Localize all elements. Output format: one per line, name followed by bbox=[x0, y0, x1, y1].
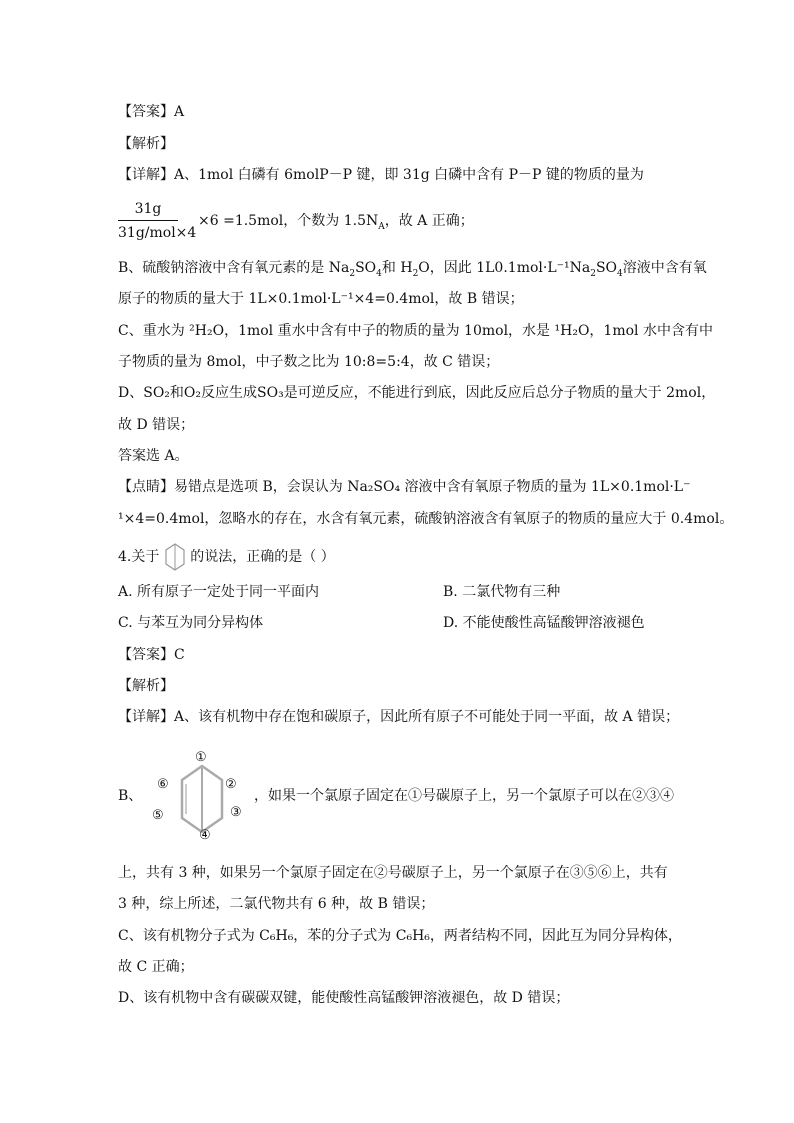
question-4-text: 的说法，正确的是（ ） bbox=[190, 549, 335, 565]
key-point-line-1 bbox=[118, 477, 691, 497]
analysis-heading-1: 【解析】 bbox=[118, 136, 174, 152]
label-5: ⑤ bbox=[152, 808, 164, 823]
detail-2-line-6: D、该有机物中含有碳碳双键，能使酸性高锰酸钾溶液褪色，故 D 错误； bbox=[118, 990, 570, 1006]
l5f: 溶液中含有氧 bbox=[622, 260, 707, 276]
detail-2-line-5: 故 C 正确； bbox=[118, 959, 194, 975]
sub-2c: 2 bbox=[590, 268, 596, 279]
key-point-text: 易错点是选项 B，会误认为 Na₂SO₄ 溶液中含有氧原子物质的量为 1L×0.1mol·L⁻ bbox=[174, 479, 691, 495]
detail-line-2 bbox=[198, 211, 474, 237]
option-a: A. 所有原子一定处于同一平面内 bbox=[118, 584, 320, 600]
detail-line-4: 原子的物质的量大于 1L×0.1mol·L⁻¹×4=0.4mol，故 B 错误； bbox=[118, 291, 524, 307]
detail-2-line-1: 【详解】A、该有机物中存在饱和碳原子，因此所有原子不可能处于同一平面，故 A 错误； bbox=[118, 709, 680, 725]
detail-line-7: D、SO₂和O₂反应生成SO₃是可逆反应，不能进行到底，因此反应后总分子物质的量大于 2mol， bbox=[118, 385, 716, 401]
l5d: O，因此 1L0.1mol·L⁻¹Na bbox=[418, 260, 591, 276]
sub-4b: 4 bbox=[617, 268, 623, 279]
key-point-line-2: ¹×4=0.4mol，忽略水的存在，水含有氧元素，硫酸钠溶液含有氧原子的物质的量应大于 0.4mol。 bbox=[118, 511, 734, 527]
sub-2a: 2 bbox=[349, 268, 356, 279]
b-text: ，如果一个氯原子固定在①号碳原子上，另一个氯原子可以在②③④ bbox=[254, 788, 674, 804]
l5c: 和 H bbox=[381, 260, 413, 276]
sub-4a: 4 bbox=[376, 268, 382, 279]
fraction bbox=[118, 200, 197, 243]
label-4: ④ bbox=[199, 828, 211, 843]
detail-line-3 bbox=[118, 258, 707, 284]
b-label: B、 bbox=[118, 788, 143, 804]
detail-2-line-4: C、该有机物分子式为 C₆H₆，苯的分子式为 C₆H₆，两者结构不同，因此互为同分异构体， bbox=[118, 928, 682, 944]
option-c: C. 与苯互为同分异构体 bbox=[118, 615, 264, 631]
l5a: B、硫酸钠溶液中含有氧元素的是 Na bbox=[118, 260, 350, 276]
sub-2b: 2 bbox=[412, 268, 419, 279]
option-b: B. 二氯代物有三种 bbox=[443, 584, 561, 600]
question-4-prefix: 4.关于 bbox=[118, 549, 160, 565]
option-d: D. 不能使酸性高锰酸钾溶液褪色 bbox=[443, 615, 645, 631]
analysis-heading-2: 【解析】 bbox=[118, 678, 174, 694]
detail-line-1: 【详解】A、1mol 白磷有 6molP－P 键，即 31g 白磷中含有 P－P 键的物质的量为 bbox=[118, 167, 644, 183]
detail-line-5: C、重水为 ²H₂O，1mol 重水中含有中子的物质的量为 10mol，水是 ¹H₂O，1mol 水中含有中 bbox=[118, 323, 713, 339]
detail-2-line-3: 3 种，综上所述，二氯代物共有 6 种，故 B 错误； bbox=[118, 896, 435, 912]
subscript-a: A bbox=[378, 221, 385, 232]
label-2: ② bbox=[225, 777, 237, 792]
l5b: SO bbox=[355, 260, 377, 276]
detail-line-2-end: ，故 A 正确； bbox=[384, 213, 474, 229]
molecule-structure-icon bbox=[164, 543, 186, 571]
answer-line-2: 【答案】C bbox=[118, 647, 185, 663]
label-1: ① bbox=[195, 750, 207, 765]
answer-line-1: 【答案】A bbox=[118, 104, 185, 120]
detail-line-8: 故 D 错误； bbox=[118, 417, 195, 433]
fraction-numerator: 31g bbox=[118, 200, 178, 221]
detail-line-6: 子物质的量为 8mol，中子数之比为 10:8=5:4，故 C 错误； bbox=[118, 354, 500, 370]
label-3: ③ bbox=[230, 805, 242, 820]
fraction-denominator: 31g/mol×4 bbox=[118, 225, 197, 241]
l5e: SO bbox=[595, 260, 618, 276]
detail-line-2-text: ×6 =1.5mol，个数为 1.5N bbox=[198, 213, 379, 229]
question-4 bbox=[118, 543, 335, 571]
label-6: ⑥ bbox=[157, 777, 169, 792]
answer-choice-line: 答案选 A。 bbox=[118, 448, 189, 464]
key-point-label: 【点睛】 bbox=[118, 479, 174, 495]
detail-2-line-2: 上，共有 3 种，如果另一个氯原子固定在②号碳原子上，另一个氯原子在③⑤⑥上，共有 bbox=[118, 865, 668, 881]
